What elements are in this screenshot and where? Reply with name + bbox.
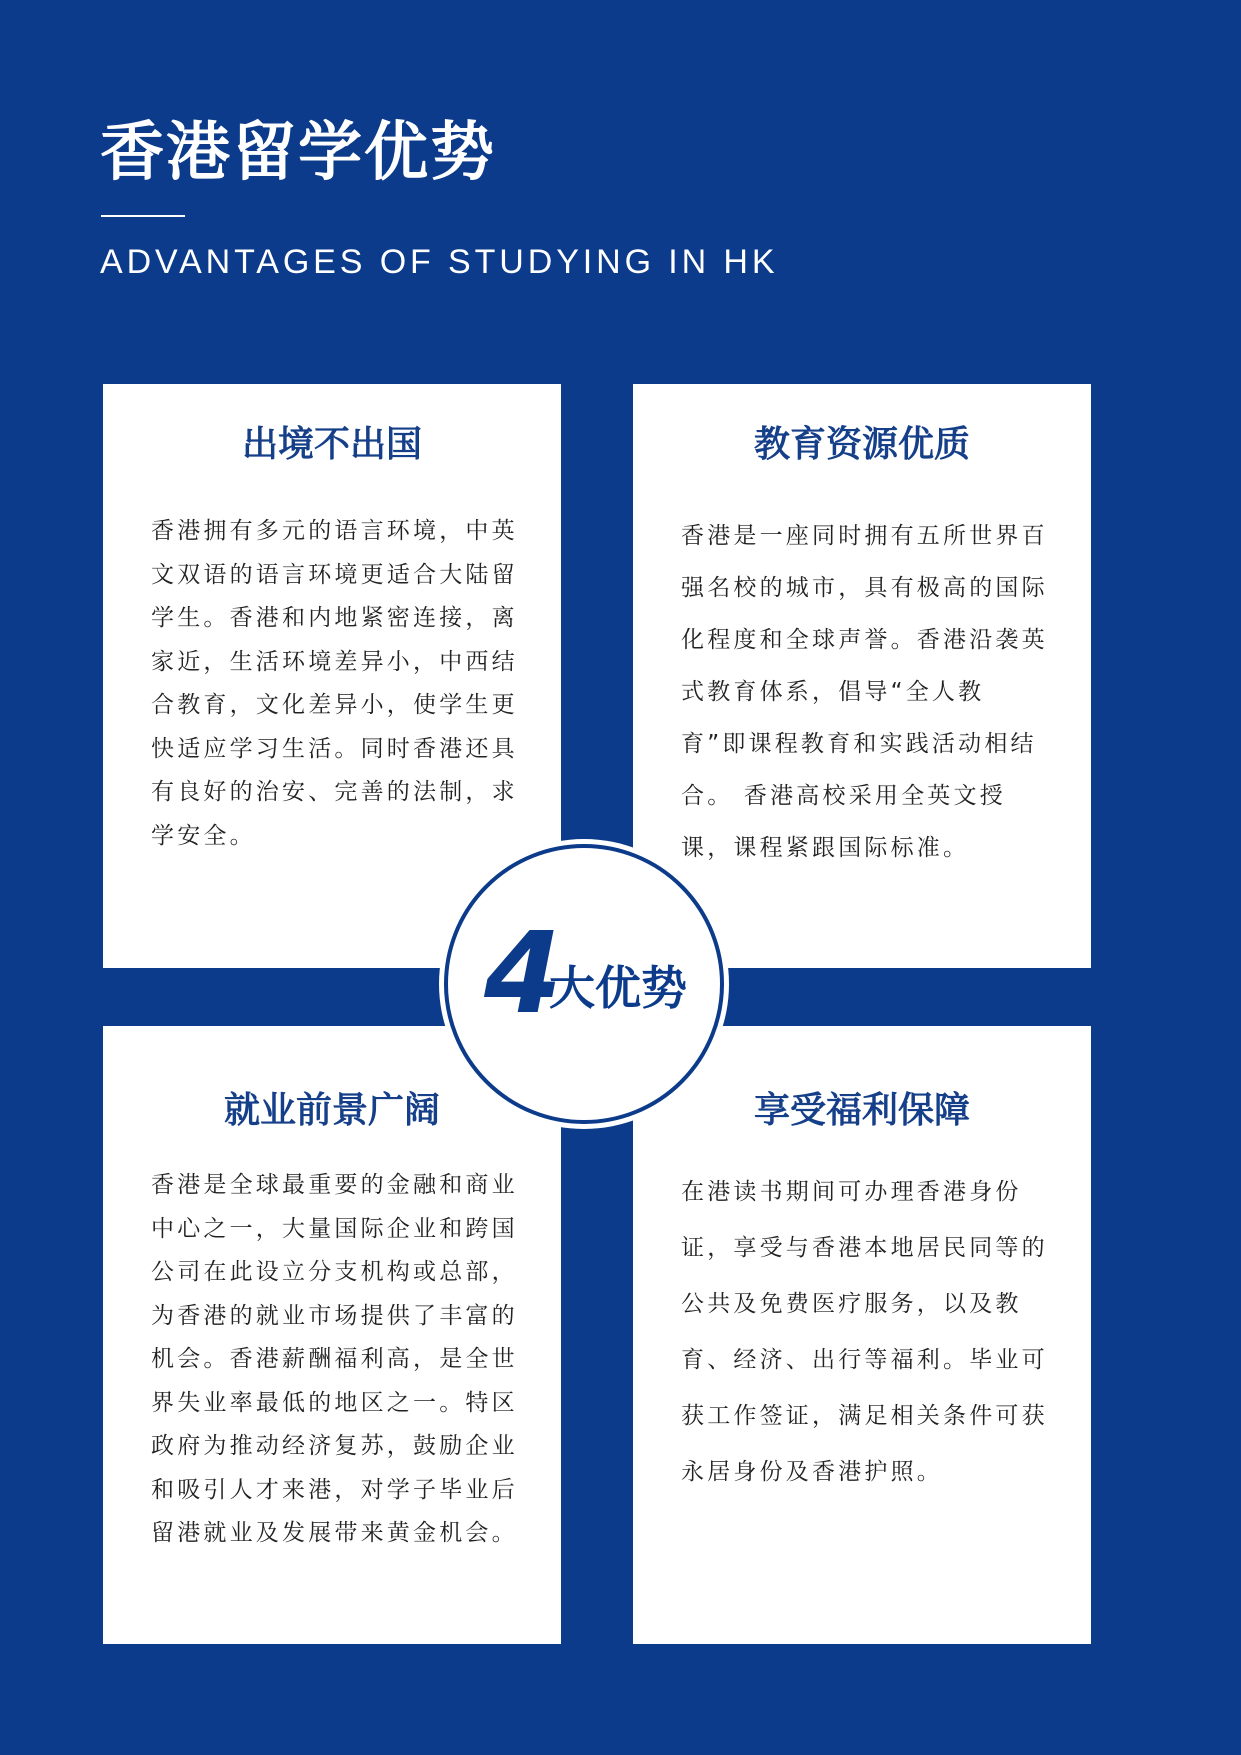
page-subtitle: ADVANTAGES OF STUDYING IN HK [100, 243, 779, 281]
card-title: 就业前景广阔 [223, 1090, 440, 1131]
page-title: 香港留学优势 [100, 116, 496, 190]
badge-number: 4 [484, 909, 562, 1039]
card-body: 在港读书期间可办理香港身份证，享受与香港本地居民同等的公共及免费医疗服务，以及教育、经济、出行等福利。毕业可获工作签证，满足相关条件可获永居身份及香港护照。 [681, 1179, 1048, 1485]
card-body: 香港拥有多元的语言环境，中英文双语的语言环境更适合大陆留学生。香港和内地紧密连接，离家近，生活环境差异小，中西结合教育，文化差异小，使学生更快适应学习生活。同时香港还具有良好的治安、完善的法制，求学安全。 [151, 518, 518, 849]
card-body: 香港是一座同时拥有五所世界百强名校的城市，具有极高的国际化程度和全球声誉。香港沿袭英式教育体系，倡导“全人教育”即课程教育和实践活动相结合。 香港高校采用全英文授课，课程紧跟国际标准。 [681, 523, 1048, 861]
advantage-card-employment [103, 1026, 561, 1644]
card-title: 享受福利保障 [753, 1090, 970, 1131]
card-body: 香港是全球最重要的金融和商业中心之一，大量国际企业和跨国公司在此设立分支机构或总部，为香港的就业市场提供了丰富的机会。香港薪酬福利高，是全世界失业率最低的地区之一。特区政府为推动经济复苏，鼓励企业和吸引人才来港，对学子毕业后留港就业及发展带来黄金机会。 [151, 1172, 518, 1546]
badge-text: 大优势 [549, 961, 687, 1015]
title-divider [101, 215, 185, 217]
card-title: 教育资源优质 [753, 424, 970, 465]
card-title: 出境不出国 [241, 424, 422, 465]
advantage-card-education-resources [633, 384, 1091, 968]
advantage-card-welfare [633, 1026, 1091, 1644]
four-advantages-badge [444, 844, 724, 1124]
